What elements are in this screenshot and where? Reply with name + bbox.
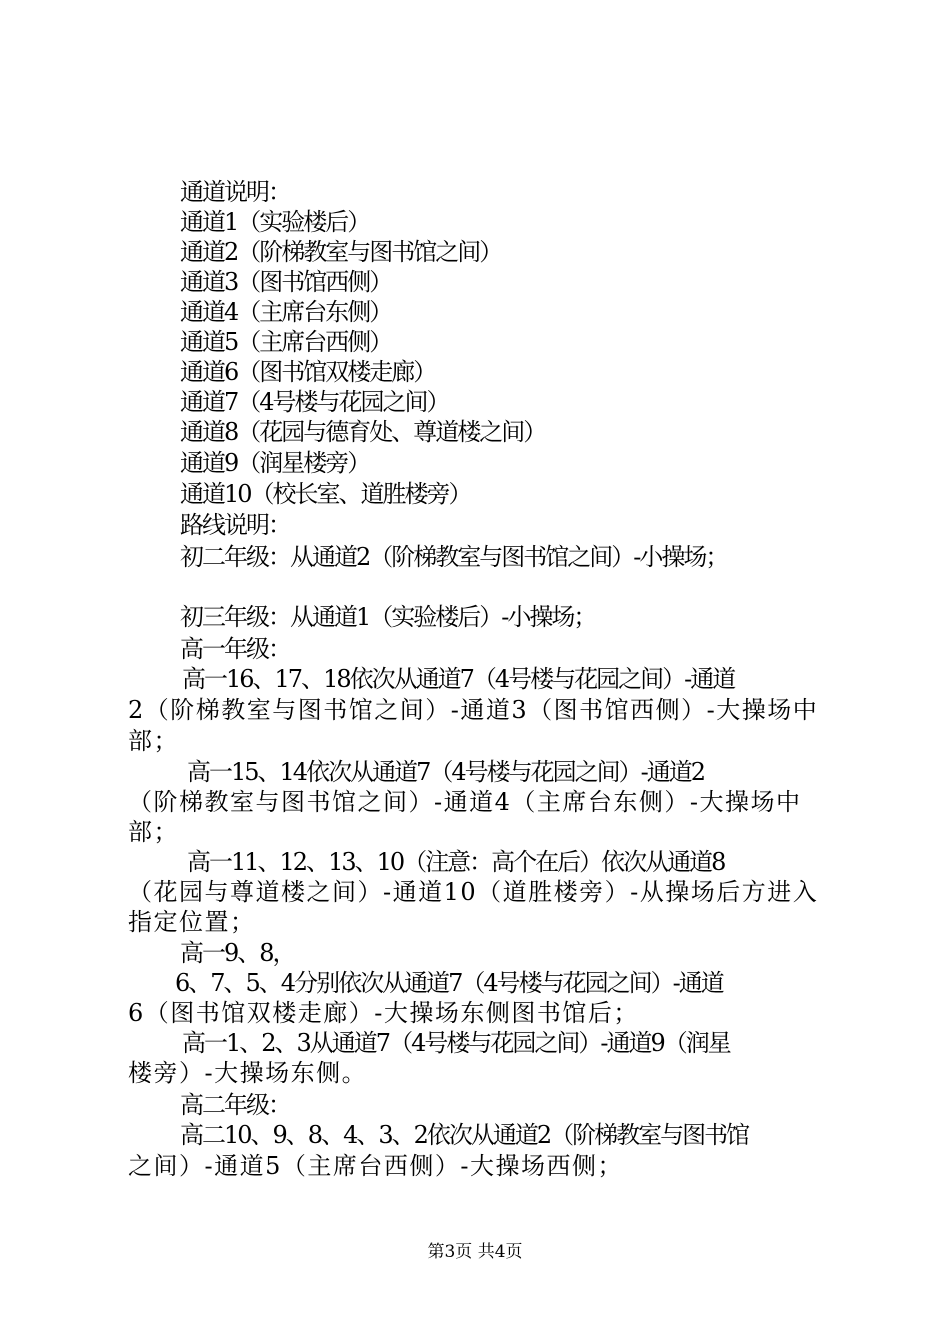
passage-item: 通道3（图书馆西侧） [180, 268, 392, 296]
route-grade8: 初二年级：从通道2（阶梯教室与图书馆之间）-小操场； [180, 543, 728, 571]
passage-item: 通道6（图书馆双楼走廊） [180, 358, 436, 386]
grade10-heading: 高一年级： [180, 635, 290, 663]
passage-item: 通道2（阶梯教室与图书馆之间） [180, 238, 502, 266]
passage-item: 通道10（校长室、道胜楼旁） [180, 480, 471, 508]
route-grade9: 初三年级：从通道1（实验楼后）-小操场； [180, 603, 596, 631]
passage-item: 通道7（4号楼与花园之间） [180, 388, 449, 416]
grade11-heading: 高二年级： [180, 1091, 290, 1119]
route-g11-a-line1: 高二10、9、8、4、3、2依次从通道2（阶梯教室与图书馆 [180, 1121, 749, 1149]
route-g10-b-line1: 高一15、14依次从通道7（4号楼与花园之间）-通道2 [187, 758, 704, 786]
passage-item: 通道5（主席台西侧） [180, 328, 392, 356]
passage-item: 通道4（主席台东侧） [180, 298, 392, 326]
route-g10-d-line2: 6、7、5、4分别依次从通道7（4号楼与花园之间）-通道 [175, 969, 723, 997]
route-g10-c-line3: 指定位置； [128, 908, 256, 936]
route-g10-b-line2: （阶梯教室与图书馆之间）-通道4（主席台东侧）-大操场中 [128, 788, 802, 816]
page-footer: 第3页 共4页 [427, 1242, 523, 1262]
route-g10-d-line3: 6（图书馆双楼走廊）-大操场东侧图书馆后； [128, 999, 639, 1027]
passage-item: 通道9（润星楼旁） [180, 449, 370, 477]
route-g10-c-line1: 高一11、12、13、10（注意：高个在后）依次从通道8 [187, 848, 725, 876]
route-g10-c-line2: （花园与尊道楼之间）-通道10（道胜楼旁）-从操场后方进入 [128, 878, 819, 906]
passage-item: 通道1（实验楼后） [180, 208, 370, 236]
route-g10-a-line1: 高一16、17、18依次从通道7（4号楼与花园之间）-通道 [182, 665, 735, 693]
routes-heading: 路线说明： [180, 511, 290, 539]
route-g10-e-line1: 高一1、2、3从通道7（4号楼与花园之间）-通道9（润星 [182, 1029, 730, 1057]
route-g10-a-line2: 2（阶梯教室与图书馆之间）-通道3（图书馆西侧）-大操场中 [128, 696, 819, 724]
passage-item: 通道8（花园与德育处、尊道楼之间） [180, 418, 546, 446]
route-g10-b-line3: 部； [128, 818, 179, 846]
route-g11-a-line2: 之间）-通道5（主席台西侧）-大操场西侧； [128, 1152, 623, 1180]
passages-heading: 通道说明： [180, 178, 290, 206]
route-g10-d-line1: 高一9、8， [180, 939, 295, 967]
route-g10-a-line3: 部； [128, 727, 179, 755]
route-g10-e-line2: 楼旁）-大操场东侧。 [128, 1059, 368, 1087]
